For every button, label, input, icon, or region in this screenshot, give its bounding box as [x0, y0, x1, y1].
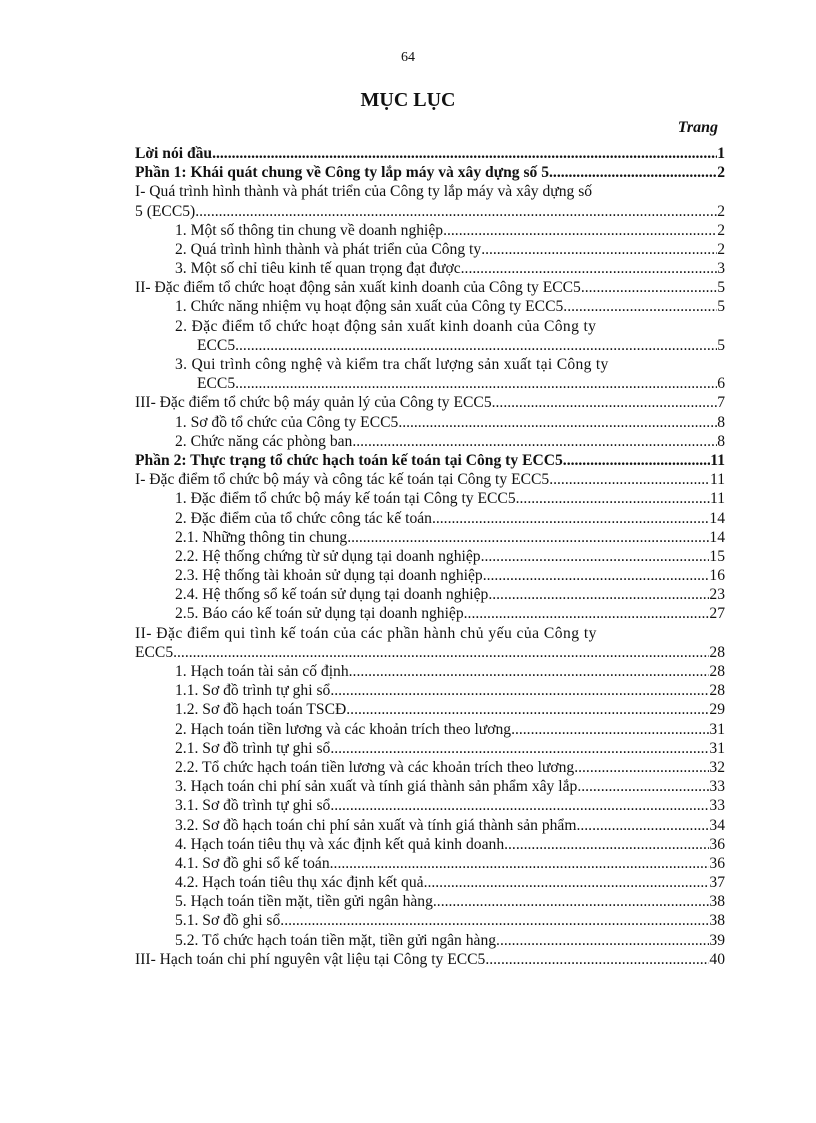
toc-entry[interactable]: 4.1. Sơ đồ ghi sổ kế toán ..... 36	[135, 854, 725, 873]
toc-entry[interactable]: 1. Một số thông tin chung về doanh nghiệp ..... 2	[135, 221, 725, 240]
page-title: MỤC LỤC	[360, 89, 456, 111]
toc-entry[interactable]: Lời nói đầu ..... 1	[135, 144, 725, 163]
toc-entry[interactable]: 2. Chức năng các phòng ban ..... 8	[135, 432, 725, 451]
toc-entry[interactable]: 1. Đặc điểm tổ chức bộ máy kế toán tại Công ty ECC5 ..... 11	[135, 489, 725, 508]
page-number: 64	[401, 50, 415, 65]
toc-entry[interactable]: III- Hạch toán chi phí nguyên vật liệu tại Công ty ECC5 ..... 40	[135, 950, 725, 969]
toc-entry-line1[interactable]: 2. Đặc điểm tổ chức hoạt động sản xuất kinh doanh của Công ty	[175, 317, 597, 335]
toc-entry[interactable]: 5. Hạch toán tiền mặt, tiền gửi ngân hàng ..... 38	[135, 892, 725, 911]
toc-entry[interactable]: 2. Quá trình hình thành và phát triển của Công ty ..... 2	[135, 240, 725, 259]
toc-entry[interactable]: 3. Hạch toán chi phí sản xuất và tính giá thành sản phẩm xây lắp ..... 33	[135, 777, 725, 796]
toc-entry[interactable]: 1. Hạch toán tài sản cố định ..... 28	[135, 662, 725, 681]
toc-entry[interactable]: ECC5 ..... 5	[135, 336, 725, 355]
toc-entry[interactable]: 1. Sơ đồ tổ chức của Công ty ECC5 ..... 8	[135, 413, 725, 432]
toc-entry[interactable]: 3. Một số chỉ tiêu kinh tế quan trọng đạt được ..... 3	[135, 259, 725, 278]
toc-entry[interactable]: Phần 2: Thực trạng tổ chức hạch toán kế toán tại Công ty ECC5 ..... 11	[135, 451, 725, 470]
toc-entry[interactable]: 2.2. Hệ thống chứng từ sử dụng tại doanh nghiệp ..... 15	[135, 547, 725, 566]
toc-entry[interactable]: 5 (ECC5) ..... 2	[135, 202, 725, 221]
toc-entry[interactable]: 1.2. Sơ đồ hạch toán TSCĐ ..... 29	[135, 700, 725, 719]
toc-entry[interactable]: 5.2. Tổ chức hạch toán tiền mặt, tiền gửi ngân hàng ..... 39	[135, 931, 725, 950]
toc-entry[interactable]: 2.1. Sơ đồ trình tự ghi sổ ..... 31	[135, 739, 725, 758]
toc-entry[interactable]: 2.4. Hệ thống sổ kế toán sử dụng tại doanh nghiệp ..... 23	[135, 585, 725, 604]
toc-entry[interactable]: I- Đặc điểm tổ chức bộ máy và công tác kế toán tại Công ty ECC5 ..... 11	[135, 470, 725, 489]
toc-entry[interactable]: 2. Đặc điểm của tổ chức công tác kế toán ..... 14	[135, 509, 725, 528]
toc-entry[interactable]: 4.2. Hạch toán tiêu thụ xác định kết quả ..... 37	[135, 873, 725, 892]
toc-entry[interactable]: 1. Chức năng nhiệm vụ hoạt động sản xuất của Công ty ECC5 ..... 5	[135, 298, 725, 317]
toc-entry[interactable]: 2.3. Hệ thống tài khoản sử dụng tại doanh nghiệp ..... 16	[135, 566, 725, 585]
toc-entry-line1[interactable]: II- Đặc điểm qui tình kế toán của các phần hành chủ yếu của Công ty	[135, 624, 597, 642]
toc-entry[interactable]: 5.1. Sơ đồ ghi sổ ..... 38	[135, 912, 725, 931]
toc-entry[interactable]: ECC5 ..... 28	[135, 643, 725, 662]
toc-entry[interactable]: 2.1. Những thông tin chung ..... 14	[135, 528, 725, 547]
toc-entry[interactable]: III- Đặc điểm tổ chức bộ máy quản lý của Công ty ECC5 ..... 7	[135, 393, 725, 412]
toc-entry[interactable]: II- Đặc điểm tổ chức hoạt động sản xuất kinh doanh của Công ty ECC5 ..... 5	[135, 278, 725, 297]
toc-entry-line1[interactable]: 3. Qui trình công nghệ và kiểm tra chất lượng sản xuất tại Công ty	[175, 356, 609, 374]
toc-entry[interactable]: 3.1. Sơ đồ trình tự ghi sổ ..... 33	[135, 796, 725, 815]
toc-entry[interactable]: 4. Hạch toán tiêu thụ và xác định kết quả kinh doanh ..... 36	[135, 835, 725, 854]
page-column-label: Trang	[677, 119, 718, 136]
toc-entry[interactable]: 2.2. Tổ chức hạch toán tiền lương và các khoản trích theo lương ..... 32	[135, 758, 725, 777]
toc-entry[interactable]: 2. Hạch toán tiền lương và các khoản trích theo lương ..... 31	[135, 720, 725, 739]
table-of-contents	[135, 144, 725, 969]
toc-entry[interactable]: 3.2. Sơ đồ hạch toán chi phí sản xuất và tính giá thành sản phẩm ..... 34	[135, 816, 725, 835]
toc-entry[interactable]: Phần 1: Khái quát chung về Công ty lắp máy và xây dựng số 5 ..... 2	[135, 163, 725, 182]
toc-entry-line1[interactable]: I- Quá trình hình thành và phát triển của Công ty lắp máy và xây dựng số	[135, 183, 593, 201]
toc-entry[interactable]: 1.1. Sơ đồ trình tự ghi sổ ..... 28	[135, 681, 725, 700]
toc-entry[interactable]: ECC5 ..... 6	[135, 374, 725, 393]
toc-entry[interactable]: 2.5. Báo cáo kế toán sử dụng tại doanh nghiệp ..... 27	[135, 605, 725, 624]
